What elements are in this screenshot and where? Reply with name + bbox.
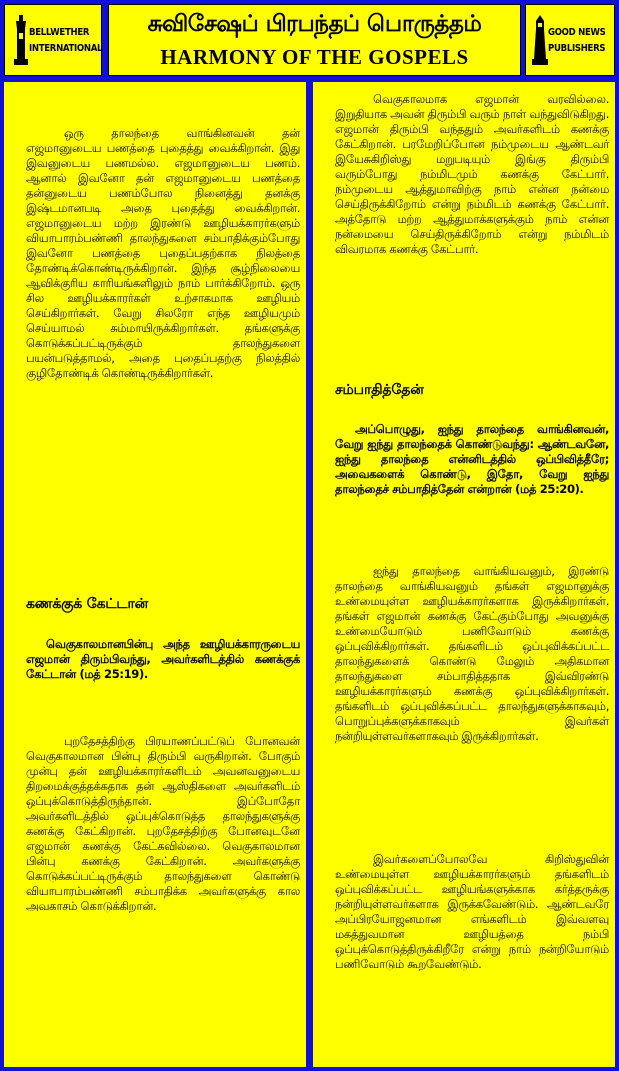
right-paragraph-2: ஐந்து தாலந்தை வாங்கியவனும், இரண்டு தாலந்தை வாங்கியவனும் தங்கள் எஜமானுக்கு உண்மையுள்ள ஊழியக்காரர்களாக இருக்கிறார்கள். தங்கள் எஜமான் கணக்கு கேட்கும்போது அவனுக்கு உண்மையோடும் பணிவோடும் கணக்கு ஒப்புவிக்கிறார்கள். தங்களிடம் ஒப்புவிக்கப்பட்ட தாலந்துகளைக் கொண்டு மேலும் அதிகமான தாலந்துகளை சம்பாதித்ததாக இவ்விரண்டு ஊழியக்காரர்களும் கணக்கு ஒப்புவிக்கிறார்கள். தங்களிடம் ஒப்புவிக்கப்பட்ட தாலந்துகளுக்காகவும், பொறுப்புக்களுக்காகவும் இவர்கள் நன்றியுள்ளவர்களாகவும் இருக்கிறார்கள். xyxy=(335,564,609,743)
page-header xyxy=(4,4,615,76)
left-paragraph-2: புறதேசத்திற்கு பிரயாணப்பட்டுப் போனவன் வெகுகாலமான பின்பு திரும்பி வருகிறான். போகும் முன்பு தன் ஊழியக்காரர்களிடம் அவனவனுடைய திறமைக்குத்தக்கதாக தன் ஆஸ்திகளை அவர்களிடம் ஒப்புக்கொடுத்திருந்தான். இப்போதோ அவர்களிடத்தில் ஒப்புக்கொடுத்த தாலந்துகளுக்கு கணக்கு கேட்கிறான். புறதேசத்திற்கு போனவுடனே எஜமான் கணக்கு கேட்கவில்லை. வெகுகாலமான பின்பு கணக்கு கேட்கிறான். அவர்களுக்கு கொடுக்கப்பட்டிருக்கும் தாலந்துகளை கொண்டு வியாபாரம்பண்ணி சம்பாதிக்க அவர்களுக்கு கால அவகாசம் கொடுக்கிறான். xyxy=(26,734,300,913)
left-paragraph-1: ஒரு தாலந்தை வாங்கினவன் தன் எஜமானுடைய பணத்தை புதைத்து வைக்கிறான். இது இவனுடைய பணமல்ல. எஜமானுடைய பணம். ஆனால் இவனோ தன் எஜமானுடைய பணத்தை தன்னுடைய பணம்போல நினைத்து தனக்கு இஷ்டமானபடி அதை புதைத்து வைக்கிறான். எஜமானுடைய மற்ற இரண்டு ஊழியக்காரர்களும் வியாபாரம்பண்ணி தாலந்துகளை சம்பாதிக்கும்போது இவனோ பணத்தை புதைப்பதற்காக நிலத்தை தோண்டிக்கொண்டிருக்கிறான். இந்த சூழ்நிலையை ஆவிக்குரிய காரியங்களிலும் நாம் பார்க்கிறோம். ஒரு சில ஊழியக்காரர்கள் உற்சாகமாக ஊழியம் செய்கிறார்கள். வேறு சிலரோ எந்த ஊழியமும் செய்யாமல் சும்மாயிருக்கிறார்கள். தங்களுக்கு கொடுக்கப்பட்டிருக்கும் தாலந்துகளை பயன்படுத்தாமல், அதை புதைப்பதற்கு நிலத்தில் குழிதோண்டிக் கொண்டிருக்கிறார்கள். xyxy=(26,126,300,380)
good-news-logo xyxy=(525,4,615,76)
bell-tower-icon xyxy=(13,15,29,65)
right-column xyxy=(313,82,615,1067)
page-title-tamil: சுவிசேஷப் பிரபந்தப் பொருத்தம் xyxy=(147,11,482,37)
bellwether-logo-text: BELLWETHER INTERNATIONAL xyxy=(29,27,103,54)
title-banner xyxy=(108,4,521,76)
good-news-logo-text: GOOD NEWS PUBLISHERS xyxy=(548,27,606,54)
scripture-quote-matt-25-20: அப்பொழுது, ஐந்து தாலந்தை வாங்கினவன், வேறு ஐந்து தாலந்தைக் கொண்டுவந்து: ஆண்டவனே, ஐந்து தாலந்தை என்னிடத்தில் ஒப்பிவித்தீரே; அவைகளைக் கொண்டு, இதோ, வேறு ஐந்து தாலந்தைச் சம்பாதித்தேன் என்றான் (மத் 25:20). xyxy=(335,422,609,496)
section-heading-account: கணக்குக் கேட்டான் xyxy=(26,596,148,612)
right-paragraph-3: இவர்களைப்போலவே கிறிஸ்துவின் உண்மையுள்ள ஊழியக்காரர்களும் தங்களிடம் ஒப்புவிக்கப்பட்ட ஊழியங்களுக்காக கர்த்தருக்கு நன்றியுள்ளவர்களாக இருக்கவேண்டும். ஆண்டவரே அப்பிரயோஜனமான எங்களிடம் இவ்வளவு மகத்துவமான ஊழியத்தை நம்பி ஒப்புக்கொடுத்திருக்கிறீரே என்று நாம் நன்றியோடும் பணிவோடும் கூறவேண்டும். xyxy=(335,852,609,971)
right-paragraph-1: வெகுகாலமாக எஜமான் வரவில்லை. இறுதியாக அவன் திரும்பி வரும் நாள் வந்துவிடுகிறது. எஜமான் திரும்பி வந்ததும் அவர்களிடம் கணக்கு கேட்கிறான். பரமேறிப்போன நம்முடைய ஆண்டவர் இயேசுகிறிஸ்து மறுபடியும் இங்கு திரும்பி வரும்போது நம்மிடமும் கணக்கு கேட்பார். நம்முடைய ஆத்துமாவிற்கு நாம் என்ன நன்மை செய்திருக்கிறோம் என்று நம்மிடம் கணக்கு கேட்பார். அத்தோடு மற்ற ஆத்துமாக்களுக்கும் நாம் என்ன நன்மையை செய்திருக்கிறோம் என்று நம்மிடம் விவரமாக கணக்கு கேட்பார். xyxy=(335,92,609,256)
page-title-english: HARMONY OF THE GOSPELS xyxy=(160,45,469,69)
bellwether-logo xyxy=(4,4,102,76)
scripture-quote-matt-25-19: வெகுகாலமானபின்பு அந்த ஊழியக்காரருடைய எஜமான் திரும்பிவந்து, அவர்களிடத்தில் கணக்குக் கேட்டான் (மத் 25:19). xyxy=(26,637,300,681)
section-heading-earned: சம்பாதித்தேன் xyxy=(335,382,424,398)
left-column xyxy=(4,82,306,1067)
lighthouse-icon xyxy=(532,15,548,65)
